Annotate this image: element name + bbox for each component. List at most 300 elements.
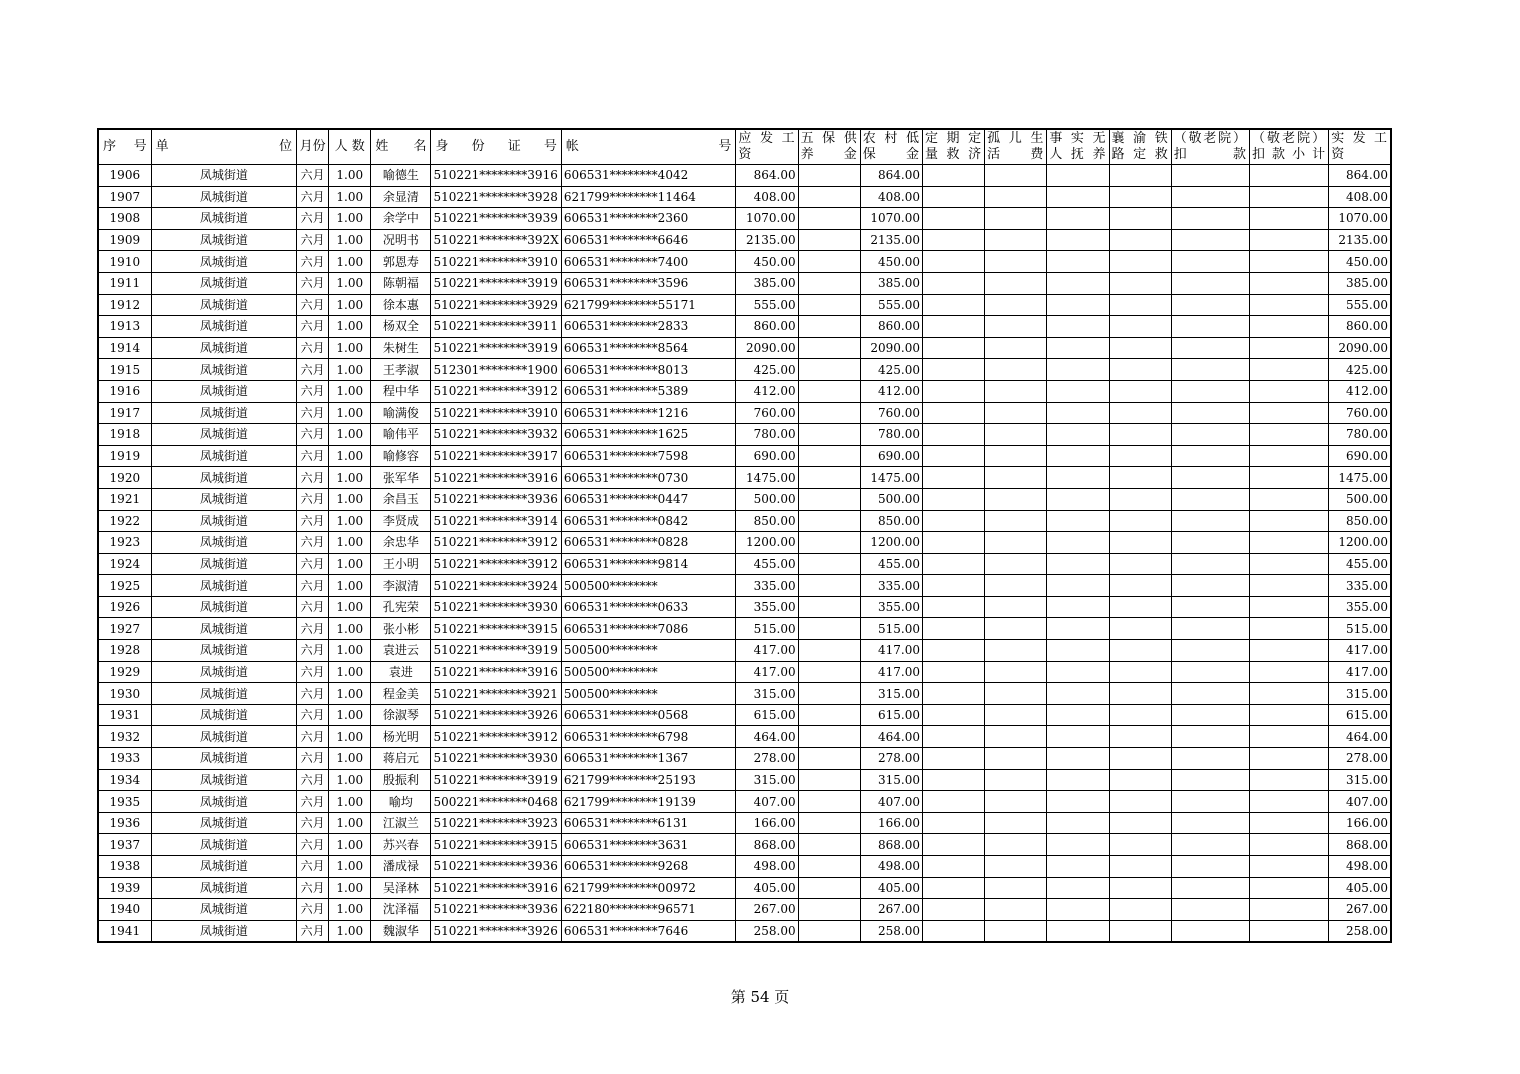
cell-orphan xyxy=(985,661,1047,683)
cell-fuyang xyxy=(1047,618,1109,640)
cell-account: 500500******** xyxy=(561,661,736,683)
cell-wage-due: 464.00 xyxy=(736,726,798,748)
cell-people: 1.00 xyxy=(329,640,371,662)
cell-dibao: 258.00 xyxy=(860,920,922,942)
cell-name: 潘成禄 xyxy=(371,856,431,878)
cell-unit: 凤城街道 xyxy=(151,272,296,294)
cell-name: 喻德生 xyxy=(371,165,431,187)
cell-unit: 凤城街道 xyxy=(151,575,296,597)
cell-wage-due: 407.00 xyxy=(736,791,798,813)
cell-nursing-deduct xyxy=(1171,683,1249,705)
cell-unit: 凤城街道 xyxy=(151,165,296,187)
cell-unit: 凤城街道 xyxy=(151,510,296,532)
cell-unit: 凤城街道 xyxy=(151,553,296,575)
cell-orphan xyxy=(985,812,1047,834)
cell-wage-paid: 2090.00 xyxy=(1329,337,1391,359)
cell-month: 六月 xyxy=(297,467,329,489)
cell-account: 606531********0633 xyxy=(561,596,736,618)
cell-xiangyu xyxy=(1109,769,1171,791)
cell-account: 606531********9268 xyxy=(561,856,736,878)
cell-dingliang xyxy=(922,165,984,187)
cell-nursing-deduct xyxy=(1171,791,1249,813)
relief-payment-table xyxy=(97,128,1392,943)
cell-nursing-deduct xyxy=(1171,575,1249,597)
table-row xyxy=(98,596,1391,618)
cell-dibao: 417.00 xyxy=(860,640,922,662)
table-row xyxy=(98,402,1391,424)
cell-orphan xyxy=(985,748,1047,770)
cell-month: 六月 xyxy=(297,812,329,834)
cell-wage-paid: 455.00 xyxy=(1329,553,1391,575)
cell-dibao: 355.00 xyxy=(860,596,922,618)
cell-nursing-deduct xyxy=(1171,316,1249,338)
cell-fuyang xyxy=(1047,294,1109,316)
cell-wage-paid: 267.00 xyxy=(1329,899,1391,921)
cell-wage-paid: 450.00 xyxy=(1329,251,1391,273)
cell-nursing-deduct xyxy=(1171,532,1249,554)
cell-nursing-subtotal xyxy=(1249,553,1328,575)
cell-wage-due: 408.00 xyxy=(736,186,798,208)
cell-wubao xyxy=(798,532,860,554)
cell-wage-due: 780.00 xyxy=(736,424,798,446)
cell-fuyang xyxy=(1047,877,1109,899)
cell-dingliang xyxy=(922,661,984,683)
cell-dingliang xyxy=(922,683,984,705)
cell-wubao xyxy=(798,704,860,726)
cell-people: 1.00 xyxy=(329,445,371,467)
cell-wage-paid: 760.00 xyxy=(1329,402,1391,424)
cell-orphan xyxy=(985,769,1047,791)
table-row xyxy=(98,359,1391,381)
cell-xiangyu xyxy=(1109,424,1171,446)
cell-seq: 1937 xyxy=(98,834,151,856)
cell-seq: 1926 xyxy=(98,596,151,618)
cell-wage-due: 166.00 xyxy=(736,812,798,834)
cell-wage-paid: 555.00 xyxy=(1329,294,1391,316)
col-dibao-header: 农 村 低 保 金 xyxy=(860,129,922,165)
cell-id: 510221********3914 xyxy=(431,510,561,532)
cell-people: 1.00 xyxy=(329,726,371,748)
cell-account: 500500******** xyxy=(561,640,736,662)
cell-dibao: 860.00 xyxy=(860,316,922,338)
cell-dingliang xyxy=(922,726,984,748)
cell-xiangyu xyxy=(1109,856,1171,878)
table-body xyxy=(98,165,1391,943)
cell-nursing-subtotal xyxy=(1249,445,1328,467)
cell-nursing-deduct xyxy=(1171,920,1249,942)
cell-nursing-subtotal xyxy=(1249,229,1328,251)
cell-wubao xyxy=(798,748,860,770)
cell-nursing-subtotal xyxy=(1249,424,1328,446)
cell-orphan xyxy=(985,186,1047,208)
cell-name: 杨光明 xyxy=(371,726,431,748)
cell-xiangyu xyxy=(1109,532,1171,554)
cell-name: 徐本惠 xyxy=(371,294,431,316)
table-row xyxy=(98,445,1391,467)
table-row xyxy=(98,208,1391,230)
cell-account: 606531********9814 xyxy=(561,553,736,575)
cell-dingliang xyxy=(922,553,984,575)
cell-wubao xyxy=(798,402,860,424)
cell-id: 510221********3916 xyxy=(431,661,561,683)
cell-name: 沈泽福 xyxy=(371,899,431,921)
cell-unit: 凤城街道 xyxy=(151,596,296,618)
table-row xyxy=(98,294,1391,316)
cell-id: 510221********3912 xyxy=(431,532,561,554)
cell-fuyang xyxy=(1047,229,1109,251)
cell-people: 1.00 xyxy=(329,208,371,230)
cell-name: 孔宪荣 xyxy=(371,596,431,618)
cell-wage-due: 1475.00 xyxy=(736,467,798,489)
cell-month: 六月 xyxy=(297,683,329,705)
cell-xiangyu xyxy=(1109,467,1171,489)
cell-people: 1.00 xyxy=(329,877,371,899)
cell-month: 六月 xyxy=(297,272,329,294)
cell-nursing-deduct xyxy=(1171,726,1249,748)
cell-people: 1.00 xyxy=(329,661,371,683)
table-row xyxy=(98,553,1391,575)
cell-id: 510221********3930 xyxy=(431,596,561,618)
cell-xiangyu xyxy=(1109,618,1171,640)
cell-wage-due: 2135.00 xyxy=(736,229,798,251)
cell-fuyang xyxy=(1047,208,1109,230)
cell-seq: 1932 xyxy=(98,726,151,748)
cell-wubao xyxy=(798,510,860,532)
cell-name: 况明书 xyxy=(371,229,431,251)
cell-month: 六月 xyxy=(297,618,329,640)
cell-xiangyu xyxy=(1109,596,1171,618)
cell-seq: 1915 xyxy=(98,359,151,381)
cell-month: 六月 xyxy=(297,165,329,187)
cell-orphan xyxy=(985,877,1047,899)
cell-nursing-deduct xyxy=(1171,769,1249,791)
cell-orphan xyxy=(985,683,1047,705)
cell-orphan xyxy=(985,726,1047,748)
cell-xiangyu xyxy=(1109,510,1171,532)
cell-fuyang xyxy=(1047,856,1109,878)
cell-name: 苏兴春 xyxy=(371,834,431,856)
cell-id: 510221********3926 xyxy=(431,920,561,942)
cell-fuyang xyxy=(1047,510,1109,532)
cell-unit: 凤城街道 xyxy=(151,877,296,899)
cell-account: 606531********0842 xyxy=(561,510,736,532)
cell-wubao xyxy=(798,877,860,899)
cell-wage-due: 385.00 xyxy=(736,272,798,294)
cell-people: 1.00 xyxy=(329,812,371,834)
cell-dingliang xyxy=(922,337,984,359)
cell-unit: 凤城街道 xyxy=(151,337,296,359)
cell-month: 六月 xyxy=(297,877,329,899)
cell-account: 606531********5389 xyxy=(561,380,736,402)
cell-dingliang xyxy=(922,812,984,834)
cell-wage-due: 417.00 xyxy=(736,640,798,662)
cell-people: 1.00 xyxy=(329,380,371,402)
cell-seq: 1922 xyxy=(98,510,151,532)
cell-dibao: 1070.00 xyxy=(860,208,922,230)
cell-nursing-deduct xyxy=(1171,294,1249,316)
table-row xyxy=(98,316,1391,338)
cell-dingliang xyxy=(922,229,984,251)
cell-wage-due: 405.00 xyxy=(736,877,798,899)
cell-wage-paid: 850.00 xyxy=(1329,510,1391,532)
cell-name: 张军华 xyxy=(371,467,431,489)
cell-month: 六月 xyxy=(297,510,329,532)
cell-fuyang xyxy=(1047,596,1109,618)
table-row xyxy=(98,877,1391,899)
cell-account: 606531********7086 xyxy=(561,618,736,640)
cell-id: 510221********3919 xyxy=(431,272,561,294)
cell-orphan xyxy=(985,467,1047,489)
cell-wage-paid: 408.00 xyxy=(1329,186,1391,208)
cell-dibao: 555.00 xyxy=(860,294,922,316)
cell-people: 1.00 xyxy=(329,165,371,187)
cell-account: 621799********19139 xyxy=(561,791,736,813)
cell-wubao xyxy=(798,488,860,510)
cell-fuyang xyxy=(1047,186,1109,208)
cell-nursing-subtotal xyxy=(1249,165,1328,187)
cell-dingliang xyxy=(922,596,984,618)
cell-id: 510221********3915 xyxy=(431,834,561,856)
cell-people: 1.00 xyxy=(329,899,371,921)
cell-xiangyu xyxy=(1109,186,1171,208)
cell-wubao xyxy=(798,251,860,273)
cell-unit: 凤城街道 xyxy=(151,618,296,640)
cell-fuyang xyxy=(1047,165,1109,187)
cell-xiangyu xyxy=(1109,704,1171,726)
cell-xiangyu xyxy=(1109,272,1171,294)
cell-dibao: 450.00 xyxy=(860,251,922,273)
cell-orphan xyxy=(985,553,1047,575)
col-people-header: 人 数 xyxy=(329,129,371,165)
col-seq-header: 序 号 xyxy=(98,129,151,165)
cell-wage-paid: 407.00 xyxy=(1329,791,1391,813)
cell-seq: 1919 xyxy=(98,445,151,467)
header-row xyxy=(98,129,1391,165)
cell-dibao: 267.00 xyxy=(860,899,922,921)
cell-wage-paid: 417.00 xyxy=(1329,661,1391,683)
cell-dibao: 464.00 xyxy=(860,726,922,748)
cell-id: 510221********3915 xyxy=(431,618,561,640)
cell-month: 六月 xyxy=(297,575,329,597)
cell-wage-paid: 515.00 xyxy=(1329,618,1391,640)
cell-wubao xyxy=(798,920,860,942)
cell-seq: 1918 xyxy=(98,424,151,446)
cell-people: 1.00 xyxy=(329,424,371,446)
cell-nursing-subtotal xyxy=(1249,467,1328,489)
col-fuyang-header: 事 实 无 人 抚 养 xyxy=(1047,129,1109,165)
cell-seq: 1924 xyxy=(98,553,151,575)
table-row xyxy=(98,380,1391,402)
cell-wage-paid: 385.00 xyxy=(1329,272,1391,294)
cell-wubao xyxy=(798,661,860,683)
cell-month: 六月 xyxy=(297,532,329,554)
cell-wage-paid: 864.00 xyxy=(1329,165,1391,187)
cell-unit: 凤城街道 xyxy=(151,661,296,683)
cell-seq: 1911 xyxy=(98,272,151,294)
table-row xyxy=(98,618,1391,640)
cell-wage-paid: 690.00 xyxy=(1329,445,1391,467)
cell-fuyang xyxy=(1047,445,1109,467)
cell-wubao xyxy=(798,834,860,856)
cell-wubao xyxy=(798,359,860,381)
cell-dibao: 2135.00 xyxy=(860,229,922,251)
cell-wage-due: 1070.00 xyxy=(736,208,798,230)
cell-account: 606531********8013 xyxy=(561,359,736,381)
cell-orphan xyxy=(985,272,1047,294)
cell-orphan xyxy=(985,510,1047,532)
cell-wage-due: 760.00 xyxy=(736,402,798,424)
cell-id: 510221********3912 xyxy=(431,726,561,748)
col-nursing-subtotal-header: （敬老院） 扣 款 小 计 xyxy=(1249,129,1328,165)
cell-nursing-deduct xyxy=(1171,424,1249,446)
cell-nursing-subtotal xyxy=(1249,402,1328,424)
cell-dibao: 868.00 xyxy=(860,834,922,856)
cell-id: 510221********3924 xyxy=(431,575,561,597)
cell-seq: 1914 xyxy=(98,337,151,359)
cell-unit: 凤城街道 xyxy=(151,856,296,878)
cell-fuyang xyxy=(1047,769,1109,791)
cell-wubao xyxy=(798,337,860,359)
table-row xyxy=(98,532,1391,554)
cell-people: 1.00 xyxy=(329,856,371,878)
cell-nursing-deduct xyxy=(1171,488,1249,510)
cell-dingliang xyxy=(922,316,984,338)
cell-people: 1.00 xyxy=(329,402,371,424)
cell-account: 606531********4042 xyxy=(561,165,736,187)
cell-dibao: 166.00 xyxy=(860,812,922,834)
cell-seq: 1931 xyxy=(98,704,151,726)
col-wage-due-header: 应 发 工 资 xyxy=(736,129,798,165)
cell-unit: 凤城街道 xyxy=(151,229,296,251)
cell-nursing-deduct xyxy=(1171,186,1249,208)
cell-people: 1.00 xyxy=(329,704,371,726)
cell-month: 六月 xyxy=(297,186,329,208)
cell-name: 喻伟平 xyxy=(371,424,431,446)
cell-seq: 1928 xyxy=(98,640,151,662)
cell-account: 500500******** xyxy=(561,575,736,597)
cell-fuyang xyxy=(1047,661,1109,683)
cell-account: 606531********6646 xyxy=(561,229,736,251)
cell-nursing-deduct xyxy=(1171,165,1249,187)
cell-xiangyu xyxy=(1109,380,1171,402)
cell-account: 606531********1625 xyxy=(561,424,736,446)
cell-orphan xyxy=(985,704,1047,726)
cell-wage-due: 417.00 xyxy=(736,661,798,683)
cell-id: 510221********3930 xyxy=(431,748,561,770)
cell-dibao: 315.00 xyxy=(860,683,922,705)
cell-dingliang xyxy=(922,467,984,489)
cell-wubao xyxy=(798,596,860,618)
cell-people: 1.00 xyxy=(329,575,371,597)
cell-fuyang xyxy=(1047,488,1109,510)
cell-name: 程中华 xyxy=(371,380,431,402)
cell-seq: 1913 xyxy=(98,316,151,338)
cell-nursing-subtotal xyxy=(1249,640,1328,662)
cell-dingliang xyxy=(922,251,984,273)
cell-id: 510221********392X xyxy=(431,229,561,251)
cell-wubao xyxy=(798,208,860,230)
cell-orphan xyxy=(985,359,1047,381)
cell-orphan xyxy=(985,380,1047,402)
cell-unit: 凤城街道 xyxy=(151,704,296,726)
cell-id: 510221********3936 xyxy=(431,856,561,878)
cell-xiangyu xyxy=(1109,251,1171,273)
cell-id: 510221********3939 xyxy=(431,208,561,230)
cell-seq: 1916 xyxy=(98,380,151,402)
cell-name: 郭恩寿 xyxy=(371,251,431,273)
cell-wage-paid: 315.00 xyxy=(1329,769,1391,791)
cell-fuyang xyxy=(1047,532,1109,554)
cell-people: 1.00 xyxy=(329,834,371,856)
cell-dingliang xyxy=(922,510,984,532)
cell-orphan xyxy=(985,208,1047,230)
cell-orphan xyxy=(985,445,1047,467)
cell-month: 六月 xyxy=(297,251,329,273)
cell-seq: 1921 xyxy=(98,488,151,510)
cell-wage-paid: 498.00 xyxy=(1329,856,1391,878)
cell-dingliang xyxy=(922,380,984,402)
cell-nursing-deduct xyxy=(1171,208,1249,230)
cell-dingliang xyxy=(922,575,984,597)
cell-month: 六月 xyxy=(297,208,329,230)
cell-dibao: 408.00 xyxy=(860,186,922,208)
cell-id: 510221********3910 xyxy=(431,251,561,273)
cell-people: 1.00 xyxy=(329,467,371,489)
col-wubao-header: 五 保 供 养 金 xyxy=(798,129,860,165)
cell-dingliang xyxy=(922,272,984,294)
cell-name: 喻满俊 xyxy=(371,402,431,424)
table-row xyxy=(98,510,1391,532)
col-orphan-header: 孤 儿 生 活 费 xyxy=(985,129,1047,165)
cell-nursing-subtotal xyxy=(1249,856,1328,878)
cell-nursing-deduct xyxy=(1171,380,1249,402)
cell-wage-due: 868.00 xyxy=(736,834,798,856)
cell-nursing-deduct xyxy=(1171,661,1249,683)
cell-nursing-deduct xyxy=(1171,510,1249,532)
cell-fuyang xyxy=(1047,920,1109,942)
cell-month: 六月 xyxy=(297,704,329,726)
cell-dibao: 1200.00 xyxy=(860,532,922,554)
cell-wage-paid: 278.00 xyxy=(1329,748,1391,770)
cell-xiangyu xyxy=(1109,791,1171,813)
cell-nursing-subtotal xyxy=(1249,272,1328,294)
cell-orphan xyxy=(985,920,1047,942)
cell-nursing-deduct xyxy=(1171,359,1249,381)
table-row xyxy=(98,899,1391,921)
cell-nursing-subtotal xyxy=(1249,920,1328,942)
cell-xiangyu xyxy=(1109,640,1171,662)
cell-nursing-subtotal xyxy=(1249,704,1328,726)
cell-fuyang xyxy=(1047,704,1109,726)
cell-people: 1.00 xyxy=(329,769,371,791)
cell-dibao: 515.00 xyxy=(860,618,922,640)
cell-people: 1.00 xyxy=(329,337,371,359)
table-row xyxy=(98,791,1391,813)
table-row xyxy=(98,748,1391,770)
cell-nursing-subtotal xyxy=(1249,510,1328,532)
cell-unit: 凤城街道 xyxy=(151,316,296,338)
cell-unit: 凤城街道 xyxy=(151,769,296,791)
cell-dibao: 498.00 xyxy=(860,856,922,878)
cell-dibao: 615.00 xyxy=(860,704,922,726)
col-dingliang-header: 定 期 定 量 救 济 xyxy=(922,129,984,165)
table-row xyxy=(98,251,1391,273)
cell-fuyang xyxy=(1047,899,1109,921)
cell-name: 魏淑华 xyxy=(371,920,431,942)
cell-people: 1.00 xyxy=(329,359,371,381)
cell-name: 江淑兰 xyxy=(371,812,431,834)
cell-wage-due: 267.00 xyxy=(736,899,798,921)
